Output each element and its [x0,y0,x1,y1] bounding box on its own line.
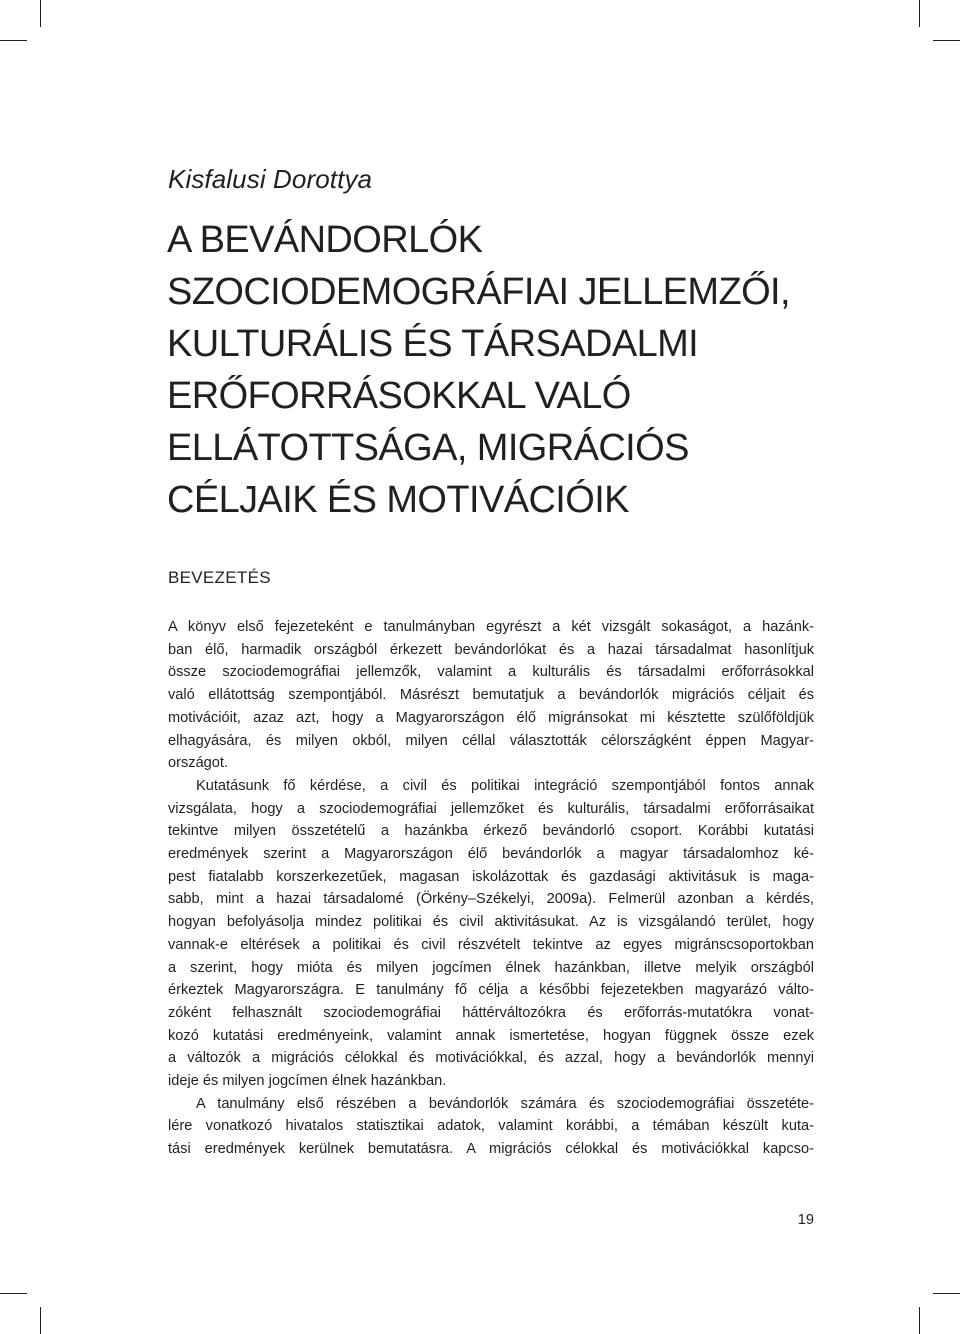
title-line: CÉLJAIK ÉS MOTIVÁCIÓIK [167,479,629,521]
body-text [168,616,814,1161]
text-line: érkeztek Magyarországra. E tanulmány fő célja a későbbi fejezetekben magyarázó válto- [168,982,814,999]
crop-mark-left-bottom [0,1293,27,1294]
text-line: vannak-e eltérések a politikai és civil részvételt tekintve az egyes migránscsoportokban [168,936,814,953]
text-line: országot. [168,755,229,772]
title-line: A BEVÁNDORLÓK [167,219,483,261]
text-line: A tanulmány első részében a bevándorlók számára és szociodemográfiai összetéte- [196,1095,814,1112]
crop-mark-bottom-right [919,1307,920,1334]
page-number: 19 [797,1212,814,1228]
title-line: KULTURÁLIS ÉS TÁRSADALMI [167,323,699,365]
text-line: való ellátottság szempontjából. Másrészt bemutatjuk a bevándorlók migrációs céljait és [168,687,814,704]
crop-mark-top-left [40,0,41,27]
text-line: tási eredmények kerülnek bemutatásra. A migrációs célokkal és motivációkkal kapcso- [168,1141,814,1158]
crop-mark-bottom-left [40,1307,41,1334]
title-line: ELLÁTOTTSÁGA, MIGRÁCIÓS [167,427,689,469]
text-line: hogyan befolyásolja mindez politikai és civil aktivitásukat. Az is vizsgálandó terület, hogy [168,914,814,931]
text-line: A könyv első fejezeteként e tanulmányban egyrészt a két vizsgált sokaságot, a hazánk- [168,619,814,635]
text-line: pest fiatalabb korszerkezetűek, magasan iskolázottak és gazdasági aktivitásuk is maga- [168,868,814,885]
title-line: ERŐFORRÁSOKKAL VALÓ [167,375,631,417]
text-line: a változók a migrációs célokkal és motivációkkal, és azzal, hogy a bevándorlók mennyi [168,1050,814,1067]
chapter-title [167,214,790,526]
author-name: Kisfalusi Dorottya [168,164,373,194]
text-line: tekintve milyen összetételű a hazánkba érkező bevándorló csoport. Korábbi kutatási [168,823,814,840]
text-line: össze szociodemográfiai jellemzők, valamint a kulturális és társadalmi erőforrásokkal [168,664,814,681]
text-line: motivációit, azaz azt, hogy a Magyarországon élő migránsokat mi késztette szülőföldjük [168,709,814,726]
text-line: lére vonatkozó hivatalos statisztikai adatok, valamint korábbi, a témában készült kuta- [168,1118,814,1135]
text-line: zóként felhasznált szociodemográfiai háttérváltozókra és erőforrás-mutatókra vonat- [168,1004,814,1021]
crop-mark-right-bottom [933,1293,960,1294]
text-line: a szerint, hogy mióta és milyen jogcímen élnek hazánkban, illetve melyik országból [168,959,814,976]
text-line: kozó kutatási eredményeink, valamint annak ismertetése, hogyan függnek össze ezek [168,1027,814,1044]
text-line: ban élő, harmadik országból érkezett bevándorlókat és a hazai társadalmat hasonlítjuk [168,641,814,658]
text-line: ideje és milyen jogcímen élnek hazánkban. [168,1073,447,1090]
section-heading: BEVEZETÉS [168,568,271,587]
text-line: Kutatásunk fő kérdése, a civil és politikai integráció szempontjából fontos annak [196,777,814,794]
crop-mark-left-top [0,40,27,41]
text-line: elhagyására, és milyen okból, milyen céllal választották célországként éppen Magyar- [168,732,814,749]
crop-mark-top-right [919,0,920,27]
text-line: eredmények szerint a Magyarországon élő bevándorlók a magyar társadalomhoz ké- [168,846,814,863]
text-line: sabb, mint a hazai társadalomé (Örkény–Székelyi, 2009a). Felmerül azonban a kérdés, [168,891,814,908]
crop-mark-right-top [933,40,960,41]
text-line: vizsgálata, hogy a szociodemográfiai jellemzőket és kulturális, társadalmi erőforrásaikat [168,800,814,817]
title-line: SZOCIODEMOGRÁFIAI JELLEMZŐI, [167,271,790,313]
